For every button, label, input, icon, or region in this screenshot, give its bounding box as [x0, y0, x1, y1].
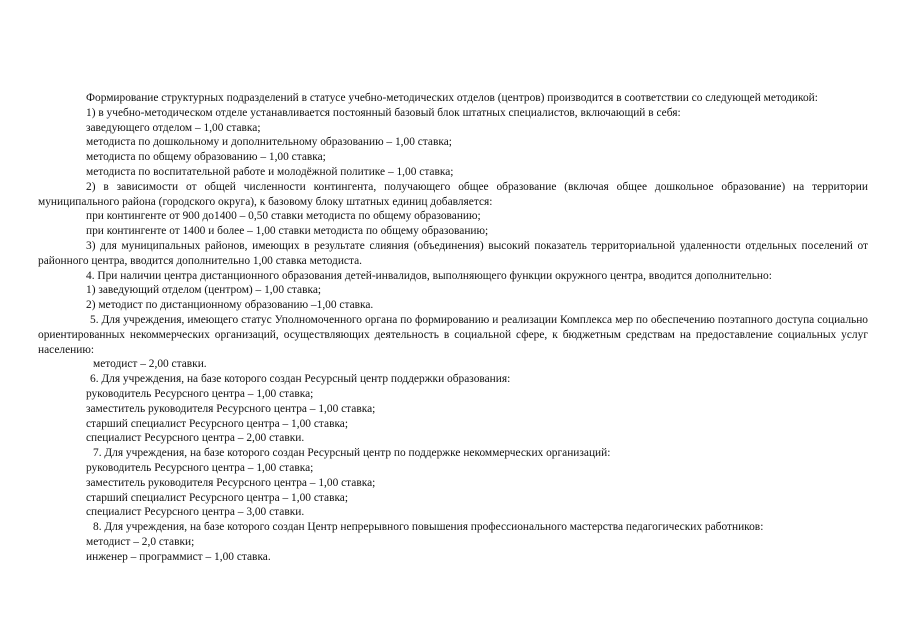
list-item: методиста по общему образованию – 1,00 ставка;: [86, 151, 326, 164]
list-item: методиста по воспитательной работе и молодёжной политике – 1,00 ставка;: [86, 165, 454, 178]
list-item: руководитель Ресурсного центра – 1,00 ставка;: [86, 387, 314, 400]
list-item: при контингенте от 900 до1400 – 0,50 ставки методиста по общему образованию;: [86, 210, 481, 223]
list-item: заместитель руководителя Ресурсного центра – 1,00 ставка;: [86, 476, 376, 489]
paragraph-intro: Формирование структурных подразделений в статусе учебно-методических отделов (центров) производится в соответствии со следующей методикой:: [86, 92, 818, 104]
list-item: методиста по дошкольному и дополнительному образованию – 1,00 ставка;: [86, 136, 452, 149]
list-item: заведующего отделом – 1,00 ставка;: [86, 121, 261, 134]
list-item: заместитель руководителя Ресурсного центра – 1,00 ставка;: [86, 402, 376, 415]
list-item: специалист Ресурсного центра – 2,00 ставки.: [86, 432, 305, 445]
list-item: при контингенте от 1400 и более – 1,00 ставки методиста по общему образованию;: [86, 225, 489, 238]
document-page: [38, 91, 868, 565]
paragraph-item-2: 2) в зависимости от общей численности контингента, получающего общее образование (включая общее дошкольное образование) на территории муниципального района (городского округа), к базовому блоку штатных единиц добавляется:: [38, 180, 868, 208]
paragraph-item-3: 3) для муниципальных районов, имеющих в результате слияния (объединения) высокий показатель территориальной удаленности отдельных поселений от районного центра, вводится дополнительно 1,00 ставка методиста.: [38, 239, 868, 267]
paragraph-section-5: 5. Для учреждения, имеющего статус Уполномоченного органа по формированию и реализации Комплекса мер по обеспечению поэтапного доступа социально ориентированных некоммерческих организаций, осуществляющих деятельность в социальной сфере, к бюджетным средствам на предоставление социальных услуг населению:: [38, 313, 868, 356]
list-item: 2) методист по дистанционному образованию –1,00 ставка.: [86, 299, 374, 312]
paragraph-section-4: 4. При наличии центра дистанционного образования детей-инвалидов, выполняющего функции окружного центра, вводится дополнительно:: [86, 269, 772, 282]
list-item: руководитель Ресурсного центра – 1,00 ставка;: [86, 461, 314, 474]
paragraph-section-6: 6. Для учреждения, на базе которого создан Ресурсный центр поддержки образования:: [90, 373, 511, 386]
list-item: старший специалист Ресурсного центра – 1,00 ставка;: [86, 417, 349, 430]
list-item: специалист Ресурсного центра – 3,00 ставки.: [86, 506, 305, 519]
list-item: методист – 2,0 ставки;: [86, 535, 195, 548]
paragraph-section-7: 7. Для учреждения, на базе которого создан Ресурсный центр по поддержке некоммерческих организаций:: [93, 447, 611, 460]
paragraph-section-8: 8. Для учреждения, на базе которого создан Центр непрерывного повышения профессионального мастерства педагогических работников:: [93, 521, 764, 534]
list-item: старший специалист Ресурсного центра – 1,00 ставка;: [86, 491, 349, 504]
list-item: инженер – программист – 1,00 ставка.: [86, 550, 271, 563]
list-item: методист – 2,00 ставки.: [93, 358, 207, 371]
list-item: 1) заведующий отделом (центром) – 1,00 ставка;: [86, 284, 322, 297]
paragraph-item-1: 1) в учебно-методическом отделе устанавливается постоянный базовый блок штатных специалистов, включающий в себя:: [86, 106, 681, 119]
